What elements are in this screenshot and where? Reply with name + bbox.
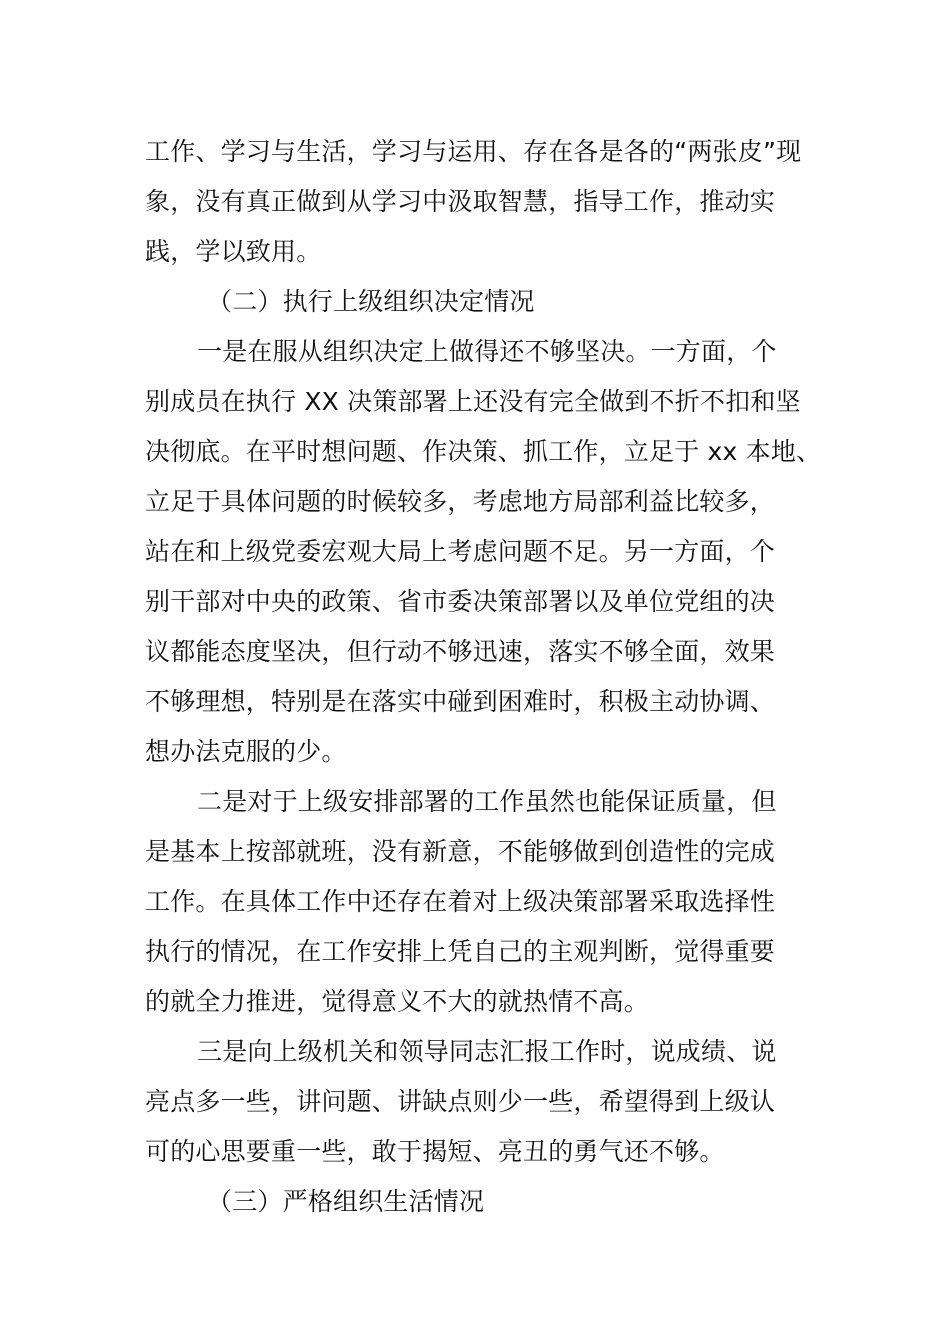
document-body: [145, 127, 822, 1227]
text-line: 象，没有真正做到从学习中汲取智慧，指导工作，推动实: [145, 187, 776, 216]
text-line: 别干部对中央的政策、省市委决策部署以及单位党组的决: [145, 587, 776, 616]
text-line: 执行的情况，在工作安排上凭自己的主观判断，觉得重要: [145, 937, 776, 966]
text-line: 工作。在具体工作中还存在着对上级决策部署采取选择性: [145, 887, 776, 916]
text-line: 立足于具体问题的时候较多，考虑地方局部利益比较多，: [145, 487, 776, 516]
text-line: 是基本上按部就班，没有新意，不能够做到创造性的完成: [145, 837, 776, 866]
paragraph-first-line: 一是在服从组织决定上做得还不够坚决。一方面，个: [197, 337, 777, 366]
text-line: 工作、学习与生活，学习与运用、存在各是各的“两张皮”现: [145, 137, 802, 166]
text-line: 亮点多一些，讲问题、讲缺点则少一些，希望得到上级认: [145, 1087, 776, 1116]
text-line: 决彻底。在平时想问题、作决策、抓工作，立足于 xx 本地、: [145, 437, 822, 466]
text-line: 可的心思要重一些，敢于揭短、亮丑的勇气还不够。: [145, 1137, 725, 1166]
text-line: 议都能态度坚决，但行动不够迅速，落实不够全面，效果: [145, 637, 776, 666]
paragraph-first-line: 二是对于上级安排部署的工作虽然也能保证质量，但: [197, 787, 777, 816]
text-line: 不够理想，特别是在落实中碰到困难时，积极主动协调、: [145, 687, 776, 716]
text-line: 践，学以致用。: [145, 237, 322, 266]
text-line: 的就全力推进，觉得意义不大的就热情不高。: [145, 987, 650, 1016]
section-heading: （二）执行上级组织决定情况: [207, 287, 535, 316]
text-line: 站在和上级党委宏观大局上考虑问题不足。另一方面，个: [145, 537, 776, 566]
paragraph-first-line: 三是向上级机关和领导同志汇报工作时，说成绩、说: [197, 1037, 777, 1066]
text-line: 想办法克服的少。: [145, 737, 347, 766]
section-heading: （三）严格组织生活情况: [207, 1187, 485, 1216]
text-line: 别成员在执行 XX 决策部署上还没有完全做到不折不扣和坚: [145, 387, 801, 416]
